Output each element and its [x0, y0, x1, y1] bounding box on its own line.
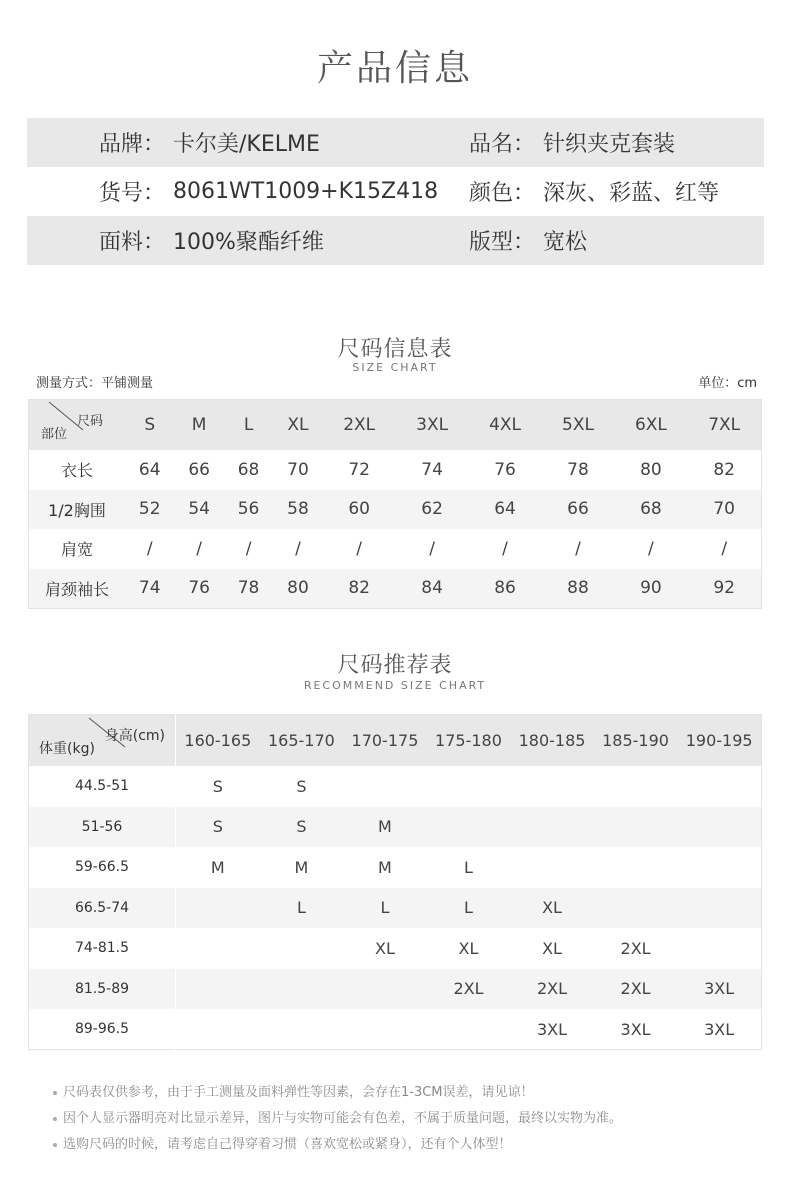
- weight-label: 51-56: [29, 807, 176, 848]
- table-row: [29, 1009, 762, 1050]
- size-header-row: [29, 400, 762, 451]
- size-value-cell: 54: [188, 499, 210, 520]
- size-value-cell: 78: [567, 459, 589, 480]
- size-value-cell: 76: [494, 459, 516, 480]
- weight-label: 89-96.5: [29, 1009, 176, 1050]
- note-item: [53, 1132, 622, 1158]
- info-value: 卡尔美/KELME: [173, 132, 320, 157]
- size-value-cell: /: [245, 538, 252, 559]
- info-value: 100%聚酯纤维: [173, 230, 324, 255]
- size-header-cell: 3XL: [416, 415, 449, 435]
- recommend-size-cell: L: [296, 898, 306, 918]
- table-row: [29, 766, 762, 807]
- notes-list: [53, 1080, 622, 1158]
- corner-top-label: 尺码: [76, 414, 103, 429]
- size-header-cell: XL: [287, 415, 309, 435]
- weight-label: 66.5-74: [29, 888, 176, 929]
- corner-bottom-label: 部位: [41, 427, 68, 442]
- size-header-cell: 4XL: [489, 415, 521, 435]
- height-header-cell: 165-170: [267, 731, 335, 750]
- recommend-size-cell: [677, 807, 761, 848]
- size-value-cell: /: [575, 538, 581, 559]
- info-value: 8061WT1009+K15Z418: [173, 179, 439, 204]
- info-cell-color: [469, 176, 719, 207]
- recommend-size-cell: S: [212, 776, 223, 796]
- table-row: [29, 807, 762, 848]
- weight-label: 59-66.5: [29, 847, 176, 888]
- recommend-size-cell: [176, 888, 260, 929]
- recommend-size-cell: [677, 888, 761, 929]
- size-value-cell: /: [429, 538, 435, 559]
- size-value-cell: 80: [287, 578, 309, 598]
- recommend-size-cell: [510, 807, 594, 848]
- recommend-size-cell: 3XL: [620, 1019, 651, 1039]
- size-value-cell: /: [146, 538, 153, 559]
- unit-label: 单位：cm: [698, 376, 757, 391]
- size-value-cell: 66: [188, 459, 210, 480]
- height-header-cell: 190-195: [685, 731, 753, 750]
- info-cell-item-number: [99, 176, 438, 207]
- size-value-cell: 66: [567, 499, 589, 520]
- size-value-cell: 90: [640, 578, 662, 598]
- recommend-size-cell: 3XL: [536, 1019, 568, 1039]
- measure-method: 测量方式：平铺测量: [36, 376, 154, 391]
- weight-label: 74-81.5: [29, 928, 176, 969]
- table-row: [29, 888, 762, 929]
- info-row: [27, 216, 764, 265]
- info-cell-brand: [99, 127, 320, 158]
- recommend-size-cell: XL: [458, 938, 479, 958]
- size-value-cell: /: [721, 538, 728, 559]
- size-value-cell: 52: [138, 499, 161, 520]
- page-title: 产品信息: [316, 48, 473, 89]
- recommend-size-cell: M: [294, 857, 309, 877]
- size-value-cell: /: [502, 538, 508, 559]
- table-row: [29, 928, 762, 969]
- note-text: 选购尺码的时候，请考虑自己得穿着习惯（喜欢宽松或紧身），还有个人体型！: [63, 1137, 512, 1152]
- info-row: [27, 118, 764, 167]
- info-label: 版型：: [469, 230, 536, 255]
- recommend-size-cell: 2XL: [620, 938, 651, 958]
- note-text: 因个人显示器明亮对比显示差异，图片与实物可能会有色差，不属于质量问题，最终以实物为准。: [63, 1111, 623, 1126]
- recommend-size-cell: XL: [542, 898, 562, 918]
- recommend-size-cell: [427, 1009, 511, 1050]
- size-value-cell: /: [196, 538, 202, 559]
- recommend-size-cell: S: [212, 817, 223, 837]
- corner-top-label: 身高(cm): [104, 728, 165, 744]
- size-header-cell: 2XL: [343, 415, 376, 435]
- table-row: [29, 450, 762, 490]
- info-value: 针织夹克套装: [543, 132, 676, 157]
- recommend-size-cell: [176, 1009, 260, 1050]
- recommend-size-cell: [594, 888, 678, 929]
- recommend-chart-subtitle: RECOMMEND SIZE CHART: [303, 679, 487, 692]
- recommend-size-cell: XL: [542, 938, 562, 958]
- size-value-cell: 72: [348, 459, 370, 480]
- size-header-cell: 7XL: [708, 415, 741, 435]
- info-label: 面料：: [99, 230, 166, 255]
- size-chart-subtitle: SIZE CHART: [352, 361, 438, 374]
- recommend-size-cell: [594, 807, 678, 848]
- size-value-cell: 62: [421, 499, 443, 520]
- row-label: 肩宽: [60, 540, 93, 560]
- recommend-size-cell: [343, 766, 427, 807]
- recommend-size-cell: [594, 766, 678, 807]
- height-header-cell: 160-165: [184, 731, 252, 750]
- recommend-size-cell: [510, 847, 594, 888]
- recommend-size-cell: [176, 928, 260, 969]
- bullet-icon: [53, 1143, 57, 1147]
- recommend-size-cell: S: [296, 776, 307, 796]
- size-value-cell: /: [648, 538, 654, 559]
- recommend-size-cell: [677, 928, 761, 969]
- size-value-cell: 92: [713, 578, 735, 598]
- weight-label: 44.5-51: [29, 766, 176, 807]
- size-value-cell: 58: [287, 499, 309, 520]
- recommend-size-cell: [260, 928, 344, 969]
- corner-cell: [29, 400, 126, 451]
- recommend-size-cell: 3XL: [704, 1019, 735, 1039]
- recommend-header-row: [29, 715, 762, 767]
- size-value-cell: 82: [348, 578, 370, 598]
- corner-bottom-label: 体重(kg): [39, 741, 95, 757]
- height-header-cell: 185-190: [602, 731, 669, 750]
- info-label: 品牌：: [99, 132, 166, 157]
- product-info-table: [27, 118, 764, 265]
- size-value-cell: 74: [421, 459, 443, 480]
- size-chart-table: [28, 399, 762, 609]
- size-value-cell: 68: [237, 459, 260, 480]
- table-row: [29, 490, 762, 530]
- size-value-cell: 88: [567, 578, 589, 598]
- recommend-size-cell: M: [378, 817, 392, 837]
- recommend-size-cell: M: [210, 857, 225, 877]
- size-value-cell: 70: [713, 499, 735, 520]
- note-item: [53, 1106, 622, 1132]
- info-value: 深灰、彩蓝、红等: [543, 181, 720, 206]
- size-value-cell: 80: [640, 459, 662, 480]
- table-row: [29, 569, 762, 609]
- info-label: 货号：: [99, 181, 166, 206]
- table-row: [29, 847, 762, 888]
- size-value-cell: /: [356, 538, 363, 559]
- corner-cell: [29, 715, 176, 767]
- recommend-size-cell: [427, 766, 511, 807]
- recommend-size-cell: 3XL: [704, 979, 735, 999]
- recommend-chart-table: [28, 714, 762, 1050]
- recommend-size-cell: 2XL: [620, 979, 651, 999]
- size-value-cell: 84: [421, 578, 443, 598]
- recommend-size-cell: [260, 1009, 344, 1050]
- recommend-size-cell: 2XL: [453, 979, 484, 999]
- size-chart-title: 尺码信息表: [337, 337, 453, 362]
- recommend-size-cell: [176, 969, 260, 1010]
- size-value-cell: 74: [138, 578, 161, 598]
- recommend-size-cell: [510, 766, 594, 807]
- recommend-size-cell: [677, 766, 761, 807]
- info-value: 宽松: [543, 230, 588, 255]
- recommend-size-cell: S: [296, 817, 307, 837]
- row-label: 衣长: [60, 461, 93, 481]
- recommend-size-cell: M: [378, 857, 392, 877]
- recommend-size-cell: [343, 969, 427, 1010]
- size-header-cell: M: [191, 415, 207, 435]
- info-label: 颜色：: [469, 181, 536, 206]
- size-value-cell: 64: [494, 499, 516, 520]
- recommend-size-cell: L: [464, 857, 473, 877]
- bullet-icon: [53, 1091, 57, 1095]
- recommend-size-cell: [677, 847, 761, 888]
- recommend-size-cell: [260, 969, 344, 1010]
- info-label: 品名：: [469, 132, 536, 157]
- size-header-cell: S: [144, 415, 156, 435]
- height-header-cell: 175-180: [435, 731, 502, 750]
- size-value-cell: 56: [237, 499, 260, 520]
- size-value-cell: 68: [640, 499, 662, 520]
- size-value-cell: 76: [188, 578, 210, 598]
- info-cell-fit: [469, 225, 587, 256]
- info-cell-product-name: [469, 127, 675, 158]
- note-text: 尺码表仅供参考，由于手工测量及面料弹性等因素，会存在1-3CM误差，请见谅！: [63, 1085, 534, 1100]
- size-value-cell: 70: [287, 459, 309, 480]
- size-value-cell: 86: [494, 578, 516, 598]
- size-header-cell: 5XL: [562, 415, 594, 435]
- recommend-size-cell: [427, 807, 511, 848]
- recommend-chart-title: 尺码推荐表: [337, 653, 453, 678]
- recommend-size-cell: [594, 847, 678, 888]
- height-header-cell: 180-185: [518, 731, 586, 750]
- recommend-size-cell: L: [464, 898, 473, 918]
- bullet-icon: [53, 1117, 57, 1121]
- recommend-size-cell: XL: [375, 938, 395, 958]
- height-header-cell: 170-175: [351, 731, 419, 750]
- size-value-cell: 64: [138, 459, 161, 480]
- size-value-cell: 82: [713, 459, 735, 480]
- weight-label: 81.5-89: [29, 969, 176, 1010]
- size-value-cell: 60: [348, 499, 370, 520]
- info-cell-fabric: [99, 225, 324, 256]
- table-row: [29, 529, 762, 569]
- row-label: 1/2胸围: [48, 500, 106, 520]
- recommend-size-cell: L: [380, 898, 390, 918]
- recommend-size-cell: [343, 1009, 427, 1050]
- info-row: [27, 167, 764, 216]
- table-row: [29, 969, 762, 1010]
- note-item: [53, 1080, 622, 1106]
- size-value-cell: /: [295, 538, 301, 559]
- size-value-cell: 78: [237, 578, 260, 598]
- size-header-cell: L: [243, 415, 254, 435]
- recommend-size-cell: 2XL: [536, 979, 568, 999]
- row-label: 肩颈袖长: [44, 579, 109, 599]
- size-header-cell: 6XL: [634, 415, 667, 435]
